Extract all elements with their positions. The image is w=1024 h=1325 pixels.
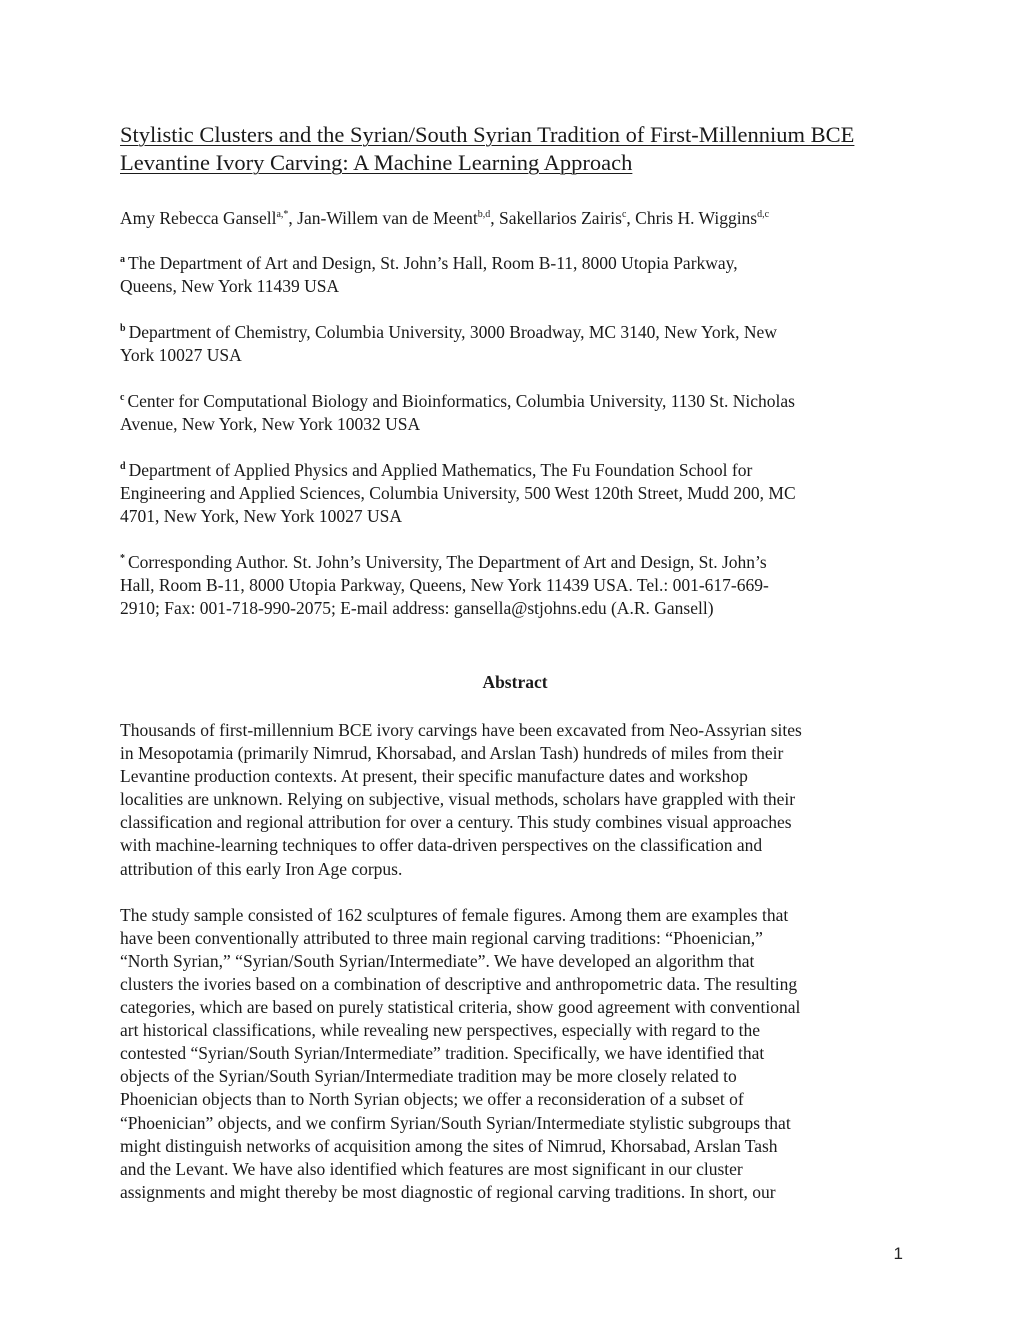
abstract-line: Levantine production contexts. At present, their specific manufacture dates and workshop	[120, 766, 748, 787]
affiliation	[120, 390, 910, 436]
affiliation-mark: c	[120, 392, 125, 404]
abstract-body	[120, 719, 910, 1204]
affiliation-mark: *	[120, 553, 125, 565]
abstract-line: localities are unknown. Relying on subjective, visual methods, scholars have grappled with their	[120, 789, 796, 810]
abstract-line: assignments and might thereby be most diagnostic of regional carving traditions. In short, our	[120, 1181, 776, 1202]
author-name: Chris H. Wiggins	[635, 208, 758, 228]
abstract-line: Thousands of first-millennium BCE ivory carvings have been excavated from Neo-Assyrian sites	[120, 720, 802, 740]
author-name: Jan-Willem van de Meent	[297, 208, 478, 228]
paper-title	[120, 121, 910, 177]
author-affiliation-mark: d,c	[757, 209, 770, 221]
author-name: Sakellarios Zairis	[498, 208, 622, 228]
author-affiliation-mark: c	[621, 209, 627, 221]
abstract-line: categories, which are based on purely statistical criteria, show good agreement with conventional	[120, 997, 801, 1018]
author-separator: ,	[288, 208, 298, 228]
abstract-line: objects of the Syrian/South Syrian/Intermediate tradition may be more closely related to	[120, 1066, 737, 1087]
page-number: 1	[893, 1244, 903, 1263]
author-affiliation-mark: b,d	[477, 209, 491, 221]
title-line-1: Stylistic Clusters and the Syrian/South Syrian Tradition of First-Millennium BCE	[120, 122, 855, 147]
affiliation-line: Hall, Room B-11, 8000 Utopia Parkway, Queens, New York 11439 USA. Tel.: 001-617-669-	[120, 575, 769, 595]
title-line-2: Levantine Ivory Carving: A Machine Learning Approach	[120, 150, 633, 175]
abstract-line: clusters the ivories based on a combination of descriptive and anthropometric data. The resulting	[120, 973, 798, 994]
abstract-line: classification and regional attribution for over a century. This study combines visual approaches	[120, 812, 792, 833]
affiliation	[120, 459, 910, 528]
page-content	[120, 121, 910, 1204]
abstract-line: The study sample consisted of 162 sculptures of female figures. Among them are examples that	[120, 904, 789, 925]
affiliation-mark: b	[120, 323, 126, 335]
affiliation-line: 4701, New York, New York 10027 USA	[120, 506, 402, 526]
author-affiliation-mark: a,*	[276, 209, 289, 221]
author-separator: ,	[626, 208, 636, 228]
author-separator: ,	[490, 208, 499, 228]
abstract-line: art historical classifications, while revealing new perspectives, especially with regard to the	[120, 1020, 760, 1041]
affiliation	[120, 252, 910, 298]
abstract-line: attribution of this early Iron Age corpus.	[120, 858, 403, 879]
affiliation-mark: d	[120, 461, 126, 473]
affiliation	[120, 321, 910, 367]
author-list	[120, 207, 910, 229]
affiliation-line: Avenue, New York, New York 10032 USA	[120, 414, 421, 434]
affiliation-line: Center for Computational Biology and Bioinformatics, Columbia University, 1130 St. Nicholas	[127, 391, 795, 411]
abstract-line: have been conventionally attributed to three main regional carving traditions: “Phoenician,”	[120, 927, 763, 948]
abstract-line: might distinguish networks of acquisition among the sites of Nimrud, Khorsabad, Arslan Tash	[120, 1135, 778, 1156]
affiliation-list	[120, 252, 910, 620]
affiliation-line: Department of Applied Physics and Applied Mathematics, The Fu Foundation School for	[128, 460, 753, 480]
abstract-line: with machine-learning techniques to offer data-driven perspectives on the classification and	[120, 835, 763, 856]
affiliation-line: Queens, New York 11439 USA	[120, 276, 340, 296]
abstract-paragraph	[120, 719, 910, 881]
abstract-line: “North Syrian,” “Syrian/South Syrian/Intermediate”. We have developed an algorithm that	[120, 950, 755, 971]
affiliation-line: Department of Chemistry, Columbia University, 3000 Broadway, MC 3140, New York, New	[128, 322, 777, 342]
abstract-line: in Mesopotamia (primarily Nimrud, Khorsabad, and Arslan Tash) hundreds of miles from their	[120, 743, 784, 764]
abstract-line: contested “Syrian/South Syrian/Intermediate” tradition. Specifically, we have identified that	[120, 1043, 765, 1064]
affiliation-mark: a	[120, 254, 125, 266]
abstract-line: Phoenician objects than to North Syrian objects; we offer a reconsideration of a subset of	[120, 1089, 744, 1110]
abstract-line: “Phoenician” objects, and we confirm Syrian/South Syrian/Intermediate stylistic subgroups that	[120, 1112, 791, 1133]
affiliation-line: York 10027 USA	[120, 345, 242, 365]
abstract-line: and the Levant. We have also identified which features are most significant in our cluster	[120, 1158, 743, 1179]
affiliation-line: Corresponding Author. St. John’s University, The Department of Art and Design, St. John’s	[128, 552, 767, 572]
abstract-heading: Abstract	[482, 672, 548, 692]
affiliation-line: Engineering and Applied Sciences, Columbia University, 500 West 120th Street, Mudd 200, MC	[120, 483, 796, 503]
author-name: Amy Rebecca Gansell	[120, 208, 277, 228]
abstract-paragraph	[120, 904, 910, 1204]
affiliation-line: 2910; Fax: 001-718-990-2075; E-mail address: gansella@stjohns.edu (A.R. Gansell)	[120, 598, 714, 618]
affiliation	[120, 551, 910, 620]
affiliation-line: The Department of Art and Design, St. John’s Hall, Room B-11, 8000 Utopia Parkway,	[128, 253, 738, 273]
